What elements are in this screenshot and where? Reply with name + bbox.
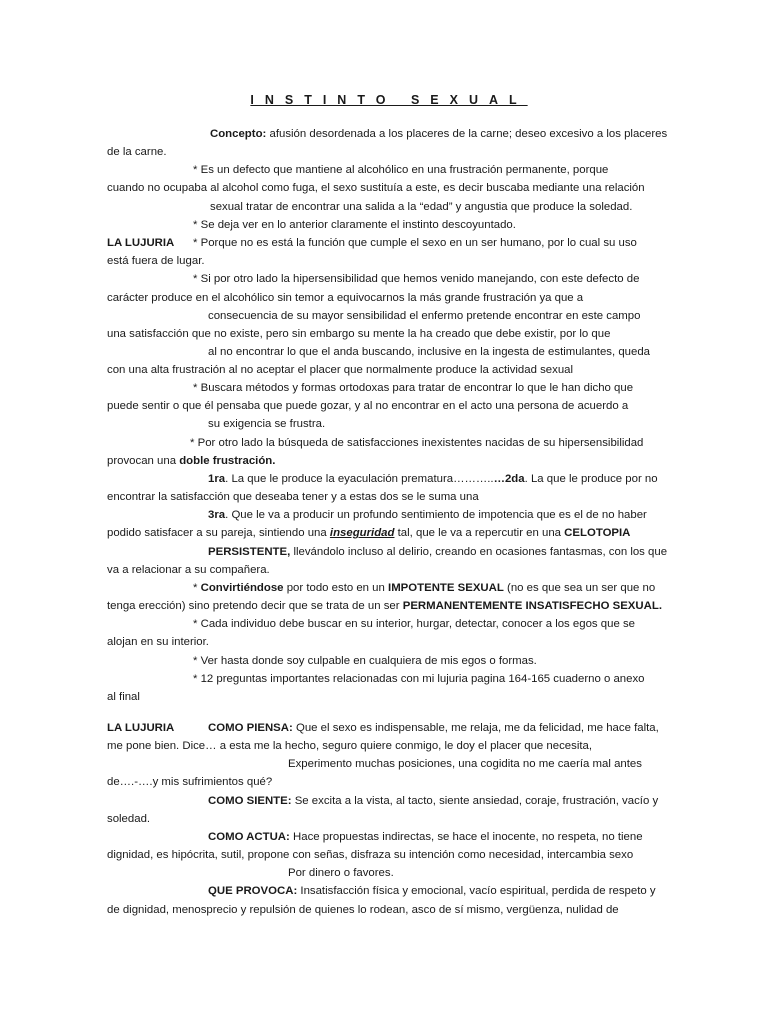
body-text: de….-….y mis sufrimientos qué? xyxy=(107,776,273,788)
text-line xyxy=(107,526,630,540)
emphasis-text: 1ra xyxy=(208,473,226,485)
body-text: * xyxy=(193,582,201,594)
text-line xyxy=(288,866,394,880)
text-line xyxy=(107,327,610,341)
text-line xyxy=(107,145,167,159)
text-line xyxy=(288,757,642,771)
emphasis-text: PERMANENTEMENTE INSATISFECHO SEXUAL. xyxy=(402,600,662,612)
emphasis-text: doble frustración. xyxy=(179,455,276,467)
emphasis-text: inseguridad xyxy=(329,527,395,539)
document-title: INSTINTO SEXUAL xyxy=(250,93,528,107)
text-line xyxy=(107,690,140,704)
body-text: sexual tratar de encontrar una salida a la “edad” y angustia que produce la soledad. xyxy=(210,201,633,213)
body-text: * Si por otro lado la hipersensibilidad que hemos venido manejando, con este defecto de xyxy=(193,273,640,285)
text-line xyxy=(107,739,592,753)
text-line xyxy=(193,672,645,686)
body-text: Por dinero o favores. xyxy=(288,867,394,879)
text-line xyxy=(107,254,205,268)
body-text: encontrar la satisfacción que deseaba tener y a estas dos se le suma una xyxy=(107,491,479,503)
emphasis-text: Convirtiéndose xyxy=(200,582,284,594)
body-text: me pone bien. Dice… a esta me la hecho, seguro quiere conmigo, le doy el placer que necesita, xyxy=(107,740,593,752)
text-line xyxy=(208,508,647,522)
body-text: * Buscara métodos y formas ortodoxas para tratar de encontrar lo que le han dicho que xyxy=(193,382,634,394)
body-text: al final xyxy=(107,691,140,703)
text-line xyxy=(208,472,658,486)
text-line xyxy=(107,635,209,649)
body-text: tenga erección) sino pretendo decir que se trata de un ser xyxy=(107,600,403,612)
text-line xyxy=(208,830,643,844)
body-text: . La que le produce la eyaculación prematura……….. xyxy=(225,473,494,485)
body-text: (no es que sea un ser que no xyxy=(503,582,656,594)
body-text: está fuera de lugar. xyxy=(107,255,205,267)
text-line xyxy=(193,236,637,250)
text-line xyxy=(208,721,659,735)
text-line xyxy=(107,399,628,413)
section-label: LA LUJURIA xyxy=(107,237,175,249)
text-line xyxy=(208,345,650,359)
body-text: puede sentir o que él pensaba que puede gozar, y al no encontrar en el acto una persona de acuerdo a xyxy=(107,400,629,412)
text-line xyxy=(107,454,275,468)
emphasis-text: COMO ACTUA: xyxy=(208,831,290,843)
emphasis-text: PERSISTENTE, xyxy=(208,546,291,558)
body-text: alojan en su interior. xyxy=(107,636,209,648)
emphasis-text: COMO PIENSA: xyxy=(208,722,293,734)
body-text: * Por otro lado la búsqueda de satisfacciones inexistentes nacidas de su hipersensibilidad xyxy=(190,437,644,449)
body-text: una satisfacción que no existe, pero sin embargo su mente la ha creado que debe existir, por lo que xyxy=(107,328,611,340)
text-line xyxy=(107,490,479,504)
text-line xyxy=(210,127,667,141)
body-text: . Que le va a producir un profundo sentimiento de impotencia que es el de no haber xyxy=(225,509,647,521)
emphasis-text: …2da xyxy=(493,473,525,485)
body-text: de dignidad, menosprecio y repulsión de quienes lo rodean, asco de sí mismo, vergüenza, nulidad de xyxy=(107,904,619,916)
emphasis-text: QUE PROVOCA: xyxy=(208,885,298,897)
body-text: Se excita a la vista, al tacto, siente ansiedad, coraje, frustración, vacío y xyxy=(291,795,659,807)
body-text: podido satisfacer a su pareja, sintiendo una xyxy=(107,527,330,539)
text-line xyxy=(193,218,516,232)
body-text: carácter produce en el alcohólico sin temor a equivocarnos la más grande frustración ya que a xyxy=(107,292,584,304)
body-text: * Es un defecto que mantiene al alcohólico en una frustración permanente, porque xyxy=(193,164,609,176)
text-line xyxy=(193,272,639,286)
text-line xyxy=(193,581,655,595)
body-text: con una alta frustración al no aceptar el placer que normalmente produce la actividad sexual xyxy=(107,364,574,376)
text-line xyxy=(208,794,658,808)
text-line xyxy=(210,200,632,214)
body-text: de la carne. xyxy=(107,146,167,158)
emphasis-text: COMO SIENTE: xyxy=(208,795,292,807)
text-line xyxy=(208,417,325,431)
text-line xyxy=(107,775,272,789)
body-text: provocan una xyxy=(107,455,180,467)
body-text: al no encontrar lo que el anda buscando, inclusive en la ingesta de estimulantes, queda xyxy=(208,346,651,358)
text-line xyxy=(208,545,667,559)
text-line xyxy=(193,163,608,177)
text-line xyxy=(193,617,635,631)
body-text: afusión desordenada a los placeres de la carne; deseo excesivo a los placeres xyxy=(266,128,668,140)
body-text: va a relacionar a su compañera. xyxy=(107,564,270,576)
text-line xyxy=(193,381,633,395)
body-text: soledad. xyxy=(107,813,151,825)
text-line xyxy=(107,812,150,826)
body-text: * Ver hasta donde soy culpable en cualquiera de mis egos o formas. xyxy=(193,655,537,667)
text-line xyxy=(107,363,573,377)
text-line xyxy=(107,903,619,917)
text-line xyxy=(107,291,583,305)
body-text: su exigencia se frustra. xyxy=(208,418,326,430)
body-text: Experimento muchas posiciones, una cogidita no me caería mal antes xyxy=(288,758,642,770)
text-line xyxy=(107,563,270,577)
emphasis-text: Concepto: xyxy=(210,128,267,140)
text-line xyxy=(190,436,643,450)
body-text: dignidad, es hipócrita, sutil, propone con señas, disfraza su intención como necesidad, intercambia sexo xyxy=(107,849,634,861)
body-text: Que el sexo es indispensable, me relaja, me da felicidad, me hace falta, xyxy=(292,722,659,734)
body-text: por todo esto en un xyxy=(283,582,389,594)
emphasis-text: 3ra xyxy=(208,509,226,521)
text-line xyxy=(193,654,537,668)
body-text: * Se deja ver en lo anterior claramente el instinto descoyuntado. xyxy=(193,219,516,231)
body-text: consecuencia de su mayor sensibilidad el enfermo pretende encontrar en este campo xyxy=(208,310,641,322)
emphasis-text: IMPOTENTE SEXUAL xyxy=(388,582,504,594)
text-line xyxy=(208,884,656,898)
section-label: LA LUJURIA xyxy=(107,722,175,734)
body-text: * 12 preguntas importantes relacionadas con mi lujuria pagina 164-165 cuaderno o anexo xyxy=(193,673,645,685)
body-text: . La que le produce por no xyxy=(524,473,658,485)
body-text: * Cada individuo debe buscar en su interior, hurgar, detectar, conocer a los egos que se xyxy=(193,618,635,630)
text-line xyxy=(107,181,645,195)
text-line xyxy=(107,599,662,613)
body-text: Hace propuestas indirectas, se hace el inocente, no respeta, no tiene xyxy=(289,831,643,843)
text-line xyxy=(107,848,633,862)
body-text: tal, que le va a repercutir en una xyxy=(394,527,565,539)
body-text: * Porque no es está la función que cumple el sexo en un ser humano, por lo cual su uso xyxy=(193,237,637,249)
text-line xyxy=(208,309,640,323)
body-text: llevándolo incluso al delirio, creando en ocasiones fantasmas, con los que xyxy=(290,546,668,558)
body-text: Insatisfacción física y emocional, vacío espiritual, perdida de respeto y xyxy=(297,885,656,897)
emphasis-text: CELOTOPIA xyxy=(564,527,631,539)
body-text: cuando no ocupaba al alcohol como fuga, el sexo sustituía a este, es decir buscaba mediante una relación xyxy=(107,182,645,194)
